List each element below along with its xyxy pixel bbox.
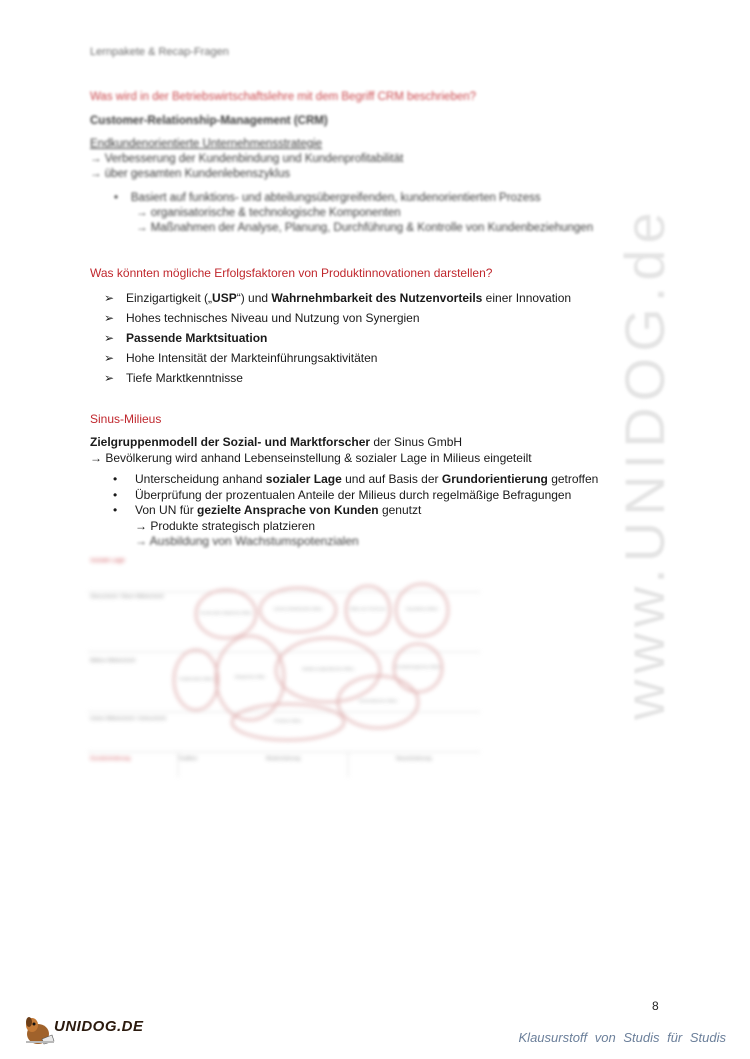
innovation-item	[104, 289, 571, 309]
innovation-item-part: Tiefe Marktkenntnisse	[126, 371, 243, 385]
innovation-item-part: Passende Marktsituation	[126, 331, 268, 345]
crm-bullet: • Basiert auf funktions- und abteilungsübergreifenden, kundenorientierten Prozess	[114, 192, 541, 204]
milieu-label: Sozialökologisches Milieu	[395, 664, 441, 669]
sinus-milieu-diagram	[88, 552, 480, 780]
crm-sub-1: → organisatorische & technologische Komponenten	[136, 207, 401, 219]
sinus-item-part: Grundorientierung	[441, 472, 548, 486]
footer-tagline: Klausurstoff von Studis für Studis	[518, 1030, 726, 1045]
sinus-sub-1: → Produkte strategisch platzieren	[135, 518, 316, 533]
innovation-item	[104, 329, 571, 349]
crm-question: Was wird in der Betriebswirtschaftslehre mit dem Begriff CRM beschrieben?	[90, 91, 477, 103]
diagram-y-title: Soziale Lage	[90, 558, 125, 564]
sinus-sub-2: → Ausbildung von Wachstumspotenzialen	[135, 534, 359, 548]
milieu-label: Traditionelles Milieu	[178, 676, 214, 681]
arrow-bullet-icon: ➢	[104, 291, 115, 305]
sinus-item-part: Überprüfung der prozentualen Anteile der Milieus durch regelmäßige Befragungen	[135, 487, 572, 502]
bullet-dot-icon: •	[113, 472, 118, 486]
sinus-intro-bold: Zielgruppenmodell der Sozial- und Marktforscher	[90, 435, 371, 449]
milieu-label: Milieu der Performer	[349, 606, 387, 611]
sinus-diagram-svg	[88, 552, 480, 780]
sinus-item-part: und auf Basis der	[341, 472, 442, 486]
sinus-item-part: genutzt	[378, 503, 422, 517]
innovation-item	[104, 369, 571, 389]
arrow-bullet-icon: ➢	[104, 311, 115, 325]
arrow-bullet-icon: ➢	[104, 351, 115, 365]
diagram-y-level-3: Untere Mittelschicht / Unterschicht	[90, 716, 166, 722]
innovation-item-part: Einzigartigkeit („	[126, 291, 213, 305]
sinus-arrow-line: → Bevölkerung wird anhand Lebenseinstellung & sozialer Lage in Milieus eingeteilt	[90, 451, 532, 465]
innovation-item-part: Hohe Intensität der Markteinführungsaktivitäten	[126, 351, 378, 365]
crm-bullet-text: Basiert auf funktions- und abteilungsübergreifenden, kundenorientierten Prozess	[130, 192, 541, 204]
sinus-bullets	[113, 472, 598, 519]
sinus-item-part: sozialer Lage	[265, 472, 342, 486]
innovation-question: Was könnten mögliche Erfolgsfaktoren von Produktinnovationen darstellen?	[90, 266, 493, 280]
arrow-bullet-icon: ➢	[104, 371, 115, 385]
sinus-intro-rest: der Sinus GmbH	[370, 435, 463, 449]
milieu-label: Liberal-intellektuelles Milieu	[273, 606, 323, 611]
sinus-item	[113, 488, 598, 504]
innovation-item-part: “) und	[236, 291, 272, 305]
sinus-item-part: gezielte Ansprache von Kunden	[197, 503, 379, 517]
diagram-y-level-1: Oberschicht / Obere Mittelschicht	[90, 594, 164, 600]
diagram-x-level-2: Modernisierung	[266, 756, 301, 762]
crm-sub-2: → Maßnahmen der Analyse, Planung, Durchführung & Kontrolle von Kundenbeziehungen	[136, 222, 594, 234]
watermark: www.UNIDOG.de	[613, 206, 676, 720]
innovation-list	[104, 289, 571, 389]
crm-arrow-2: → über gesamten Kundenlebenszyklus	[90, 168, 291, 180]
innovation-item	[104, 309, 571, 329]
sinus-heading: Sinus-Milieus	[90, 412, 162, 426]
innovation-item-part: Hohes technisches Niveau und Nutzung von Synergien	[126, 311, 420, 325]
page-header: Lernpakete & Recap-Fragen	[90, 46, 229, 58]
sinus-item	[113, 472, 598, 488]
crm-arrow-1: → Verbesserung der Kundenbindung und Kundenprofitabilität	[90, 153, 404, 165]
innovation-item-part: einer Innovation	[482, 291, 572, 305]
crm-answer-title: Customer-Relationship-Management (CRM)	[90, 115, 328, 127]
milieu-label: Prekäres Milieu	[274, 718, 302, 723]
innovation-item-part: Wahrnehmbarkeit des Nutzenvorteils	[271, 291, 483, 305]
sinus-item	[113, 503, 598, 519]
innovation-item	[104, 349, 571, 369]
innovation-item-part: USP	[212, 291, 237, 305]
sinus-item-part: Von UN für	[135, 503, 198, 517]
page-number: 8	[652, 999, 659, 1013]
milieu-label: Hedonistisches Milieu	[358, 698, 398, 703]
arrow-bullet-icon: ➢	[104, 331, 115, 345]
unidog-logo	[22, 1012, 162, 1048]
sinus-item-part: getroffen	[547, 472, 599, 486]
sinus-list	[113, 472, 598, 550]
milieu-label: Expeditives Milieu	[405, 606, 439, 611]
sinus-intro	[90, 435, 462, 449]
diagram-x-level-1: Tradition	[178, 756, 198, 762]
milieu-label: Konservativ-etabliertes Milieu	[199, 610, 253, 615]
milieu-label: Adaptiv-pragmatisches Milieu	[301, 666, 355, 671]
milieu-shapes	[174, 584, 448, 740]
logo-text: UNIDOG.DE	[54, 1018, 144, 1035]
milieu-label: Bürgerliche Mitte	[234, 674, 266, 679]
bullet-dot-icon: •	[113, 487, 118, 502]
diagram-y-level-2: Mittlere Mittelschicht	[90, 658, 136, 664]
bullet-dot-icon: •	[113, 503, 118, 517]
diagram-x-title: Grundorientierung	[90, 756, 131, 762]
diagram-x-level-3: Neuorientierung	[396, 756, 432, 762]
crm-subtitle: Endkundenorientierte Unternehmensstrategie	[90, 138, 323, 150]
sinus-item-part: Unterscheidung anhand	[135, 472, 266, 486]
